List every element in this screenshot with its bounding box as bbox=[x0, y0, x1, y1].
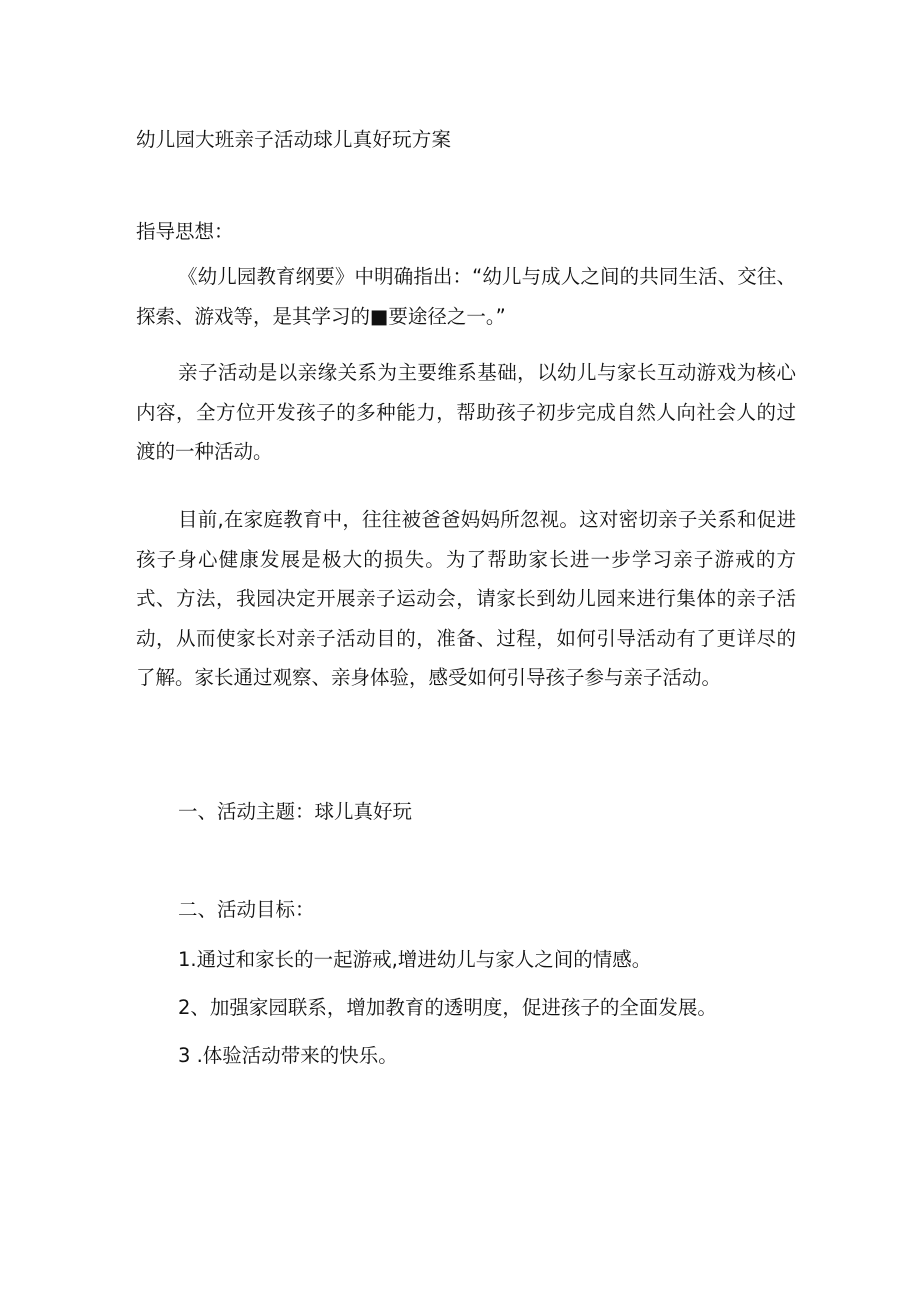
guiding-thought-label: 指导思想： bbox=[136, 220, 234, 243]
document-title: 幼儿园大班亲子活动球儿真好玩方案 bbox=[136, 128, 452, 151]
goal-item-1: 1.通过和家长的一起游戒,增进幼儿与家人之间的情感。 bbox=[178, 948, 652, 971]
paragraph-outline-quote: 《幼儿园教育纲要》中明确指出：“幼儿与成人之间的共同生活、交往、探索、游戏等，是其学习的■要途径之一。” bbox=[136, 265, 796, 328]
paragraph-current-situation: 目前,在家庭教育中，往往被爸爸妈妈所忽视。这对密切亲子关系和促进孩子身心健康发展是极大的损失。为了帮助家长进一步学习亲子游戒的方式、方法，我园决定开展亲子运动会，请家长到幼儿园来进行集体的亲子活动，从而使家长对亲子活动目的，准备、过程，如何引导活动有了更详尽的了解。家长通过观察、亲身体验，感受如何引导孩子参与亲子活动。 bbox=[136, 508, 796, 689]
section-activity-theme: 一、活动主题：球儿真好玩 bbox=[178, 800, 413, 823]
goal-item-3: 3 .体验活动带来的快乐。 bbox=[178, 1044, 398, 1067]
paragraph-parent-child-definition: 亲子活动是以亲缘关系为主要维系基础，以幼儿与家长互动游戏为核心内容，全方位开发孩子的多种能力，帮助孩子初步完成自然人向社会人的过渡的一种活动。 bbox=[136, 361, 796, 463]
section-activity-goals: 二、活动目标： bbox=[178, 898, 315, 921]
goal-item-2: 2、加强家园联系，增加教育的透明度，促进孩子的全面发展。 bbox=[178, 996, 717, 1019]
